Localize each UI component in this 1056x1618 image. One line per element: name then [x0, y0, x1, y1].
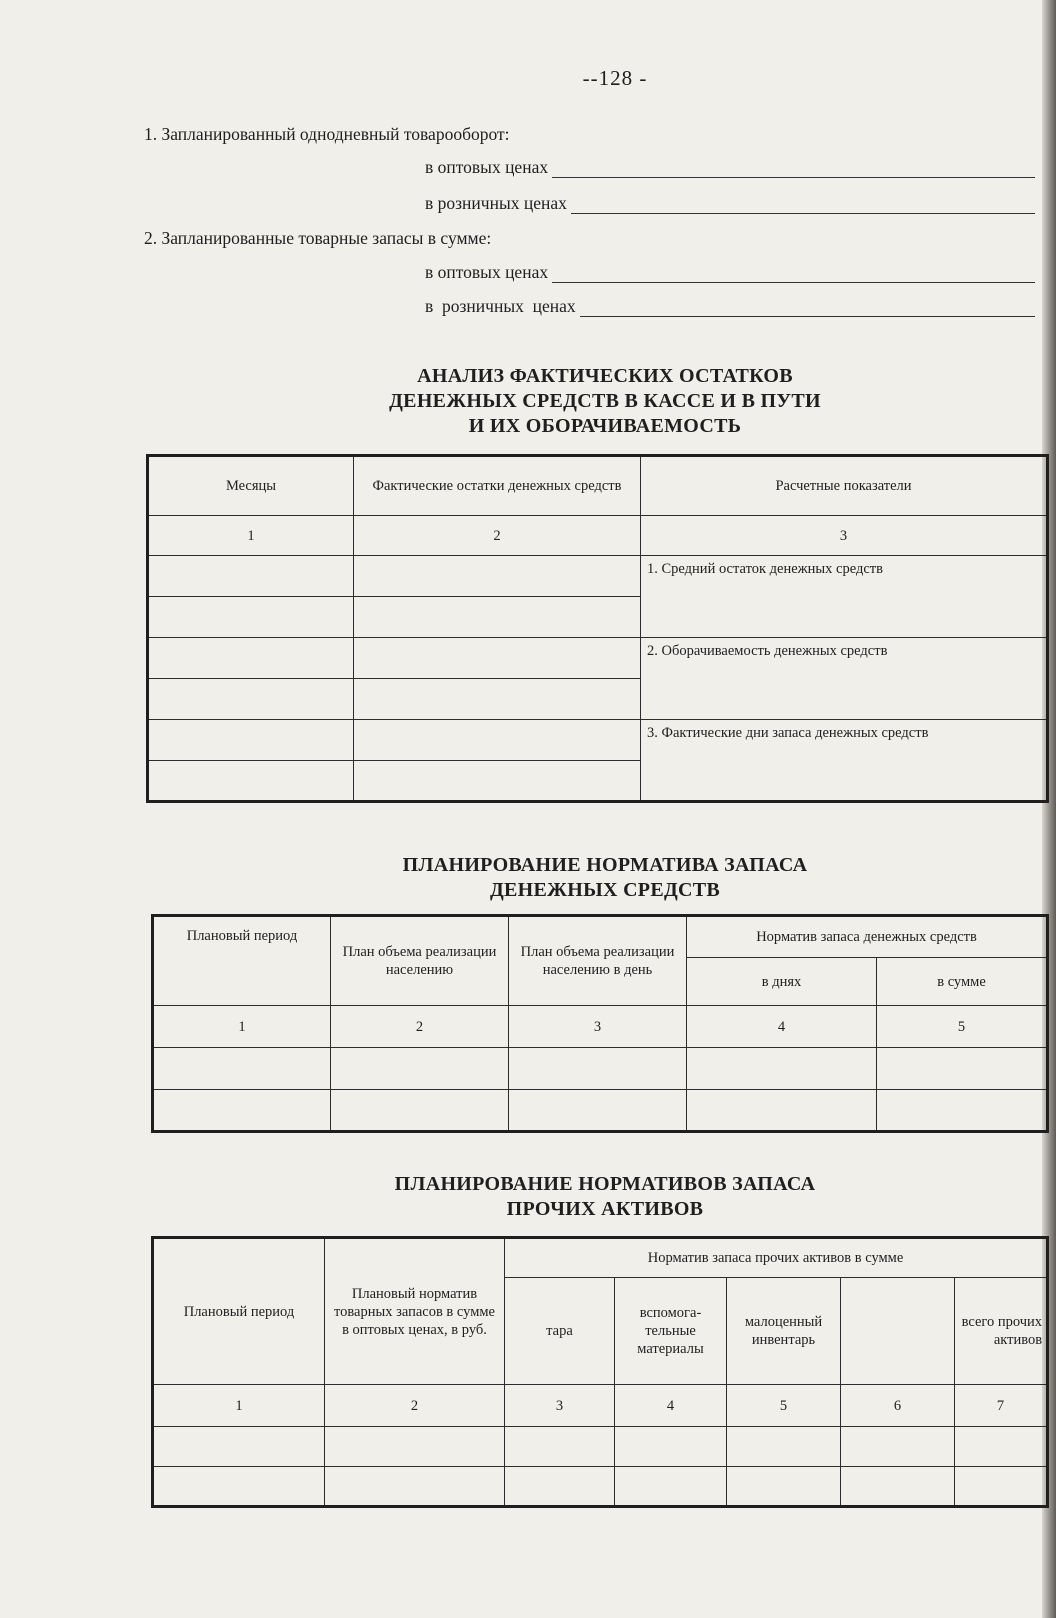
- header-other-assets-norm: Норматив запаса прочих активов в сумме: [505, 1238, 1048, 1278]
- table-cell[interactable]: [505, 1467, 615, 1507]
- month-cell[interactable]: [148, 761, 354, 802]
- table-cell[interactable]: [509, 1048, 687, 1090]
- cash-reserve-norm-table: [151, 914, 1049, 1133]
- table-cell[interactable]: [153, 1090, 331, 1132]
- month-cell[interactable]: [148, 720, 354, 761]
- month-cell[interactable]: [148, 556, 354, 597]
- subheader-low-value-inventory: малоценный инвентарь: [727, 1278, 841, 1385]
- item-1-retail-label: в розничных ценах: [425, 193, 567, 213]
- table-cell[interactable]: [877, 1048, 1048, 1090]
- page-number: --128 -: [582, 66, 648, 90]
- col-number: 5: [727, 1385, 841, 1427]
- other-assets-norm-table: [151, 1236, 1049, 1508]
- table-cell[interactable]: [153, 1048, 331, 1090]
- balance-cell[interactable]: [354, 679, 641, 720]
- table-cell[interactable]: [509, 1090, 687, 1132]
- col-number: 4: [687, 1006, 877, 1048]
- section3-title: [0, 1172, 1056, 1222]
- indicator-average-balance: 1. Средний остаток денежных средств: [641, 556, 1048, 638]
- table-cell[interactable]: [687, 1090, 877, 1132]
- table-cell[interactable]: [841, 1467, 955, 1507]
- indicator-stock-days: 3. Фактические дни запаса денежных средств: [641, 720, 1048, 802]
- month-cell[interactable]: [148, 597, 354, 638]
- col-number: 1: [148, 516, 354, 556]
- balance-cell[interactable]: [354, 638, 641, 679]
- section3-title-line-1: ПЛАНИРОВАНИЕ НОРМАТИВОВ ЗАПАСА: [394, 1173, 816, 1195]
- subheader-auxiliary-materials: вспомога-тельные материалы: [615, 1278, 727, 1385]
- col-number: 2: [331, 1006, 509, 1048]
- cash-balance-analysis-table: [146, 454, 1049, 803]
- item-1-retail-row: [425, 193, 1035, 214]
- item-2-retail-row: [425, 296, 1035, 317]
- header-plan-period: Плановый период: [153, 1238, 325, 1385]
- col-number: 1: [153, 1385, 325, 1427]
- table-cell[interactable]: [955, 1467, 1048, 1507]
- month-cell[interactable]: [148, 638, 354, 679]
- header-months: Месяцы: [148, 456, 354, 516]
- item-1-retail-field[interactable]: [571, 197, 1035, 214]
- col-number: 1: [153, 1006, 331, 1048]
- section1-title-line-3: И ИХ ОБОРАЧИВАЕМОСТЬ: [468, 415, 742, 437]
- header-sales-plan: План объема реализации населению: [331, 916, 509, 1006]
- subheader-blank: [841, 1278, 955, 1385]
- subheader-days: в днях: [687, 958, 877, 1006]
- section3-title-line-2: ПРОЧИХ АКТИВОВ: [506, 1198, 704, 1220]
- col-number: 2: [325, 1385, 505, 1427]
- item-2-wholesale-label: в оптовых ценах: [425, 262, 549, 282]
- table-cell[interactable]: [955, 1427, 1048, 1467]
- section2-title-line-2: ДЕНЕЖНЫХ СРЕДСТВ: [489, 879, 721, 901]
- item-2-wholesale-row: [425, 262, 1035, 283]
- table-cell[interactable]: [877, 1090, 1048, 1132]
- col-number: 3: [641, 516, 1048, 556]
- item-2-wholesale-field[interactable]: [552, 266, 1035, 283]
- header-cash-reserve-norm: Норматив запаса денежных средств: [687, 916, 1048, 958]
- item-2-retail-field[interactable]: [580, 300, 1035, 317]
- indicator-turnover: 2. Оборачиваемость денежных средств: [641, 638, 1048, 720]
- item-2-retail-label: в розничных ценах: [425, 296, 576, 316]
- subheader-total-other-assets: всего прочих активов: [955, 1278, 1048, 1385]
- col-number: 6: [841, 1385, 955, 1427]
- balance-cell[interactable]: [354, 597, 641, 638]
- col-number: 2: [354, 516, 641, 556]
- table-cell[interactable]: [615, 1427, 727, 1467]
- table-cell[interactable]: [331, 1048, 509, 1090]
- table-cell[interactable]: [615, 1467, 727, 1507]
- table-cell[interactable]: [727, 1467, 841, 1507]
- section2-title-line-1: ПЛАНИРОВАНИЕ НОРМАТИВА ЗАПАСА: [402, 854, 808, 876]
- col-number: 3: [505, 1385, 615, 1427]
- table-cell[interactable]: [153, 1467, 325, 1507]
- header-plan-period: Плановый период: [153, 916, 331, 1006]
- table-cell[interactable]: [841, 1427, 955, 1467]
- month-cell[interactable]: [148, 679, 354, 720]
- col-number: 4: [615, 1385, 727, 1427]
- balance-cell[interactable]: [354, 761, 641, 802]
- col-number: 3: [509, 1006, 687, 1048]
- header-indicators: Расчетные показатели: [641, 456, 1048, 516]
- table-cell[interactable]: [687, 1048, 877, 1090]
- table-cell[interactable]: [505, 1427, 615, 1467]
- balance-cell[interactable]: [354, 556, 641, 597]
- subheader-containers: тара: [505, 1278, 615, 1385]
- balance-cell[interactable]: [354, 720, 641, 761]
- item-1-wholesale-label: в оптовых ценах: [425, 157, 549, 177]
- item-1-wholesale-row: [425, 157, 1035, 178]
- item-2-label: 2. Запланированные товарные запасы в сумме:: [144, 228, 492, 248]
- table-cell[interactable]: [325, 1467, 505, 1507]
- table-cell[interactable]: [331, 1090, 509, 1132]
- table-cell[interactable]: [727, 1427, 841, 1467]
- section1-title: [0, 364, 1056, 439]
- section1-title-line-2: ДЕНЕЖНЫХ СРЕДСТВ В КАССЕ И В ПУТИ: [389, 390, 821, 412]
- header-goods-stock-norm: Плановый норматив товарных запасов в сумме в оптовых ценах, в руб.: [325, 1238, 505, 1385]
- table-cell[interactable]: [325, 1427, 505, 1467]
- section2-title: [0, 853, 1056, 903]
- header-actual-balances: Фактические остатки денежных средств: [354, 456, 641, 516]
- item-1-label: 1. Запланированный однодневный товарооборот:: [144, 124, 510, 144]
- header-sales-plan-per-day: План объема реализации населению в день: [509, 916, 687, 1006]
- section1-title-line-1: АНАЛИЗ ФАКТИЧЕСКИХ ОСТАТКОВ: [417, 365, 793, 387]
- col-number: 7: [955, 1385, 1048, 1427]
- col-number: 5: [877, 1006, 1048, 1048]
- item-1-wholesale-field[interactable]: [552, 161, 1035, 178]
- subheader-amount: в сумме: [877, 958, 1048, 1006]
- table-cell[interactable]: [153, 1427, 325, 1467]
